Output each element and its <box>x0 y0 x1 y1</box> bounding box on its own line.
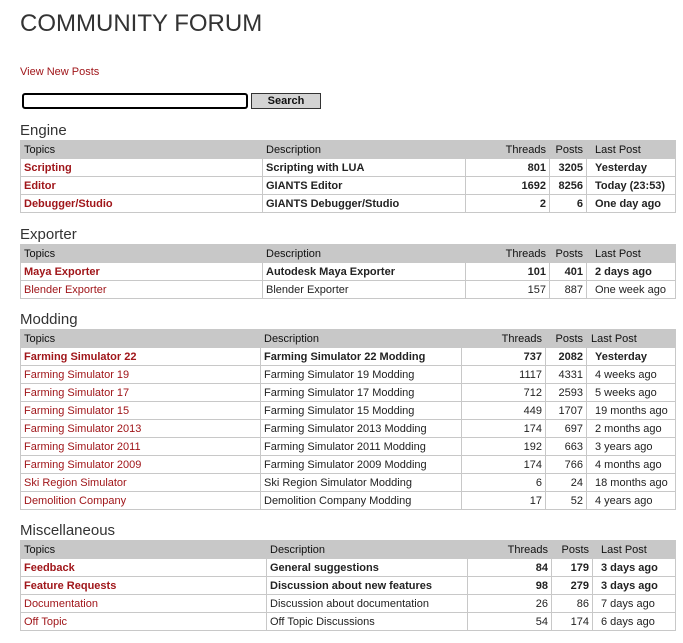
threads-cell: 449 <box>462 402 546 420</box>
topic-link[interactable]: Farming Simulator 15 <box>24 404 130 417</box>
topic-cell <box>21 456 261 474</box>
description-cell: Farming Simulator 22 Modding <box>261 348 462 366</box>
threads-cell: 84 <box>468 559 552 577</box>
topic-cell <box>21 177 263 195</box>
topic-link[interactable]: Blender Exporter <box>24 283 107 296</box>
topic-cell <box>21 366 261 384</box>
posts-cell: 663 <box>546 438 587 456</box>
last-post-cell: 6 days ago <box>593 613 676 631</box>
last-post-cell: Today (23:53) <box>587 177 676 195</box>
topic-link[interactable]: Demolition Company <box>24 494 127 507</box>
table-row <box>21 420 676 438</box>
posts-cell: 1707 <box>546 402 587 420</box>
topic-link[interactable]: Scripting <box>24 161 72 174</box>
section-title: Engine <box>20 122 67 139</box>
topics-table <box>20 140 676 213</box>
posts-cell: 279 <box>552 577 593 595</box>
topic-cell <box>21 474 261 492</box>
description-cell: Farming Simulator 19 Modding <box>261 366 462 384</box>
column-header-description: Description <box>261 330 462 348</box>
posts-cell: 4331 <box>546 366 587 384</box>
last-post-cell: 2 months ago <box>587 420 676 438</box>
topic-link[interactable]: Editor <box>24 179 56 192</box>
posts-cell: 179 <box>552 559 593 577</box>
column-header-last-post: Last Post <box>587 245 676 263</box>
threads-cell: 26 <box>468 595 552 613</box>
section-title: Modding <box>20 311 78 328</box>
topic-link[interactable]: Feedback <box>24 561 75 574</box>
table-row <box>21 159 676 177</box>
topic-cell <box>21 438 261 456</box>
threads-cell: 174 <box>462 420 546 438</box>
threads-cell: 192 <box>462 438 546 456</box>
column-header-posts: Posts <box>546 330 587 348</box>
threads-cell: 101 <box>466 263 550 281</box>
description-cell: Farming Simulator 2011 Modding <box>261 438 462 456</box>
posts-cell: 401 <box>550 263 587 281</box>
posts-cell: 766 <box>546 456 587 474</box>
topic-cell <box>21 613 267 631</box>
column-header-posts: Posts <box>552 541 593 559</box>
last-post-cell: Yesterday <box>587 159 676 177</box>
search-button[interactable]: Search <box>251 93 321 109</box>
topic-cell <box>21 492 261 510</box>
description-cell: Off Topic Discussions <box>267 613 468 631</box>
topic-cell <box>21 384 261 402</box>
table-header-row <box>21 541 676 559</box>
table-row <box>21 366 676 384</box>
table-row <box>21 195 676 213</box>
description-cell: Farming Simulator 15 Modding <box>261 402 462 420</box>
topic-cell <box>21 559 267 577</box>
search-input[interactable] <box>22 93 248 109</box>
topics-table <box>20 329 676 510</box>
posts-cell: 174 <box>552 613 593 631</box>
description-cell: Demolition Company Modding <box>261 492 462 510</box>
threads-cell: 801 <box>466 159 550 177</box>
column-header-last-post: Last Post <box>587 141 676 159</box>
description-cell: Ski Region Simulator Modding <box>261 474 462 492</box>
page-title: COMMUNITY FORUM <box>20 10 263 37</box>
section-title: Exporter <box>20 226 77 243</box>
section-engine <box>20 122 675 213</box>
last-post-cell: 4 months ago <box>587 456 676 474</box>
threads-cell: 737 <box>462 348 546 366</box>
topic-cell <box>21 281 263 299</box>
column-header-topics: Topics <box>21 141 263 159</box>
threads-cell: 174 <box>462 456 546 474</box>
last-post-cell: 4 weeks ago <box>587 366 676 384</box>
column-header-posts: Posts <box>550 141 587 159</box>
posts-cell: 8256 <box>550 177 587 195</box>
column-header-description: Description <box>267 541 468 559</box>
table-row <box>21 402 676 420</box>
threads-cell: 157 <box>466 281 550 299</box>
threads-cell: 98 <box>468 577 552 595</box>
topics-table <box>20 540 676 631</box>
topic-link[interactable]: Debugger/Studio <box>24 197 113 210</box>
posts-cell: 24 <box>546 474 587 492</box>
topic-link[interactable]: Farming Simulator 2009 <box>24 458 142 471</box>
last-post-cell: One day ago <box>587 195 676 213</box>
topic-link[interactable]: Farming Simulator 2011 <box>24 440 141 453</box>
posts-cell: 2082 <box>546 348 587 366</box>
column-header-topics: Topics <box>21 245 263 263</box>
topic-link[interactable]: Farming Simulator 17 <box>24 386 130 399</box>
description-cell: Farming Simulator 17 Modding <box>261 384 462 402</box>
view-new-posts-link[interactable]: View New Posts <box>20 66 100 78</box>
table-header-row <box>21 330 676 348</box>
last-post-cell: Yesterday <box>587 348 676 366</box>
last-post-cell: 3 days ago <box>593 559 676 577</box>
topic-cell <box>21 348 261 366</box>
description-cell: Blender Exporter <box>263 281 466 299</box>
threads-cell: 2 <box>466 195 550 213</box>
column-header-topics: Topics <box>21 330 261 348</box>
table-row <box>21 492 676 510</box>
table-row <box>21 438 676 456</box>
topic-link[interactable]: Off Topic <box>24 615 68 628</box>
table-row <box>21 595 676 613</box>
topic-link[interactable]: Farming Simulator 22 <box>24 350 137 363</box>
description-cell: Scripting with LUA <box>263 159 466 177</box>
topic-cell <box>21 263 263 281</box>
column-header-threads: Threads <box>468 541 552 559</box>
table-row <box>21 577 676 595</box>
table-row <box>21 348 676 366</box>
topic-link[interactable]: Farming Simulator 2013 <box>24 422 142 435</box>
description-cell: GIANTS Debugger/Studio <box>263 195 466 213</box>
column-header-threads: Threads <box>462 330 546 348</box>
posts-cell: 3205 <box>550 159 587 177</box>
topic-link[interactable]: Ski Region Simulator <box>24 476 127 489</box>
section-exporter <box>20 226 675 299</box>
section-miscellaneous <box>20 522 675 631</box>
posts-cell: 6 <box>550 195 587 213</box>
last-post-cell: 19 months ago <box>587 402 676 420</box>
topic-link[interactable]: Documentation <box>24 597 98 610</box>
threads-cell: 1692 <box>466 177 550 195</box>
column-header-description: Description <box>263 245 466 263</box>
threads-cell: 1117 <box>462 366 546 384</box>
table-row <box>21 281 676 299</box>
column-header-topics: Topics <box>21 541 267 559</box>
section-modding <box>20 311 675 510</box>
table-row <box>21 384 676 402</box>
posts-cell: 697 <box>546 420 587 438</box>
posts-cell: 86 <box>552 595 593 613</box>
table-row <box>21 263 676 281</box>
description-cell: Farming Simulator 2009 Modding <box>261 456 462 474</box>
last-post-cell: 3 days ago <box>593 577 676 595</box>
last-post-cell: One week ago <box>587 281 676 299</box>
topic-cell <box>21 402 261 420</box>
topic-cell <box>21 420 261 438</box>
threads-cell: 6 <box>462 474 546 492</box>
column-header-last-post: Last Post <box>593 541 676 559</box>
table-row <box>21 613 676 631</box>
description-cell: Farming Simulator 2013 Modding <box>261 420 462 438</box>
topic-cell <box>21 577 267 595</box>
section-title: Miscellaneous <box>20 522 116 539</box>
topic-link[interactable]: Feature Requests <box>24 579 117 592</box>
column-header-threads: Threads <box>466 245 550 263</box>
threads-cell: 54 <box>468 613 552 631</box>
threads-cell: 17 <box>462 492 546 510</box>
description-cell: Autodesk Maya Exporter <box>263 263 466 281</box>
topic-link[interactable]: Maya Exporter <box>24 265 100 278</box>
table-row <box>21 559 676 577</box>
table-row <box>21 456 676 474</box>
last-post-cell: 3 years ago <box>587 438 676 456</box>
table-row <box>21 474 676 492</box>
last-post-cell: 2 days ago <box>587 263 676 281</box>
description-cell: GIANTS Editor <box>263 177 466 195</box>
column-header-posts: Posts <box>550 245 587 263</box>
column-header-last-post: Last Post <box>587 330 676 348</box>
posts-cell: 52 <box>546 492 587 510</box>
table-header-row <box>21 141 676 159</box>
threads-cell: 712 <box>462 384 546 402</box>
table-row <box>21 177 676 195</box>
description-cell: Discussion about documentation <box>267 595 468 613</box>
last-post-cell: 18 months ago <box>587 474 676 492</box>
last-post-cell: 7 days ago <box>593 595 676 613</box>
last-post-cell: 4 years ago <box>587 492 676 510</box>
last-post-cell: 5 weeks ago <box>587 384 676 402</box>
topics-table <box>20 244 676 299</box>
topic-cell <box>21 159 263 177</box>
topic-cell <box>21 195 263 213</box>
column-header-description: Description <box>263 141 466 159</box>
posts-cell: 887 <box>550 281 587 299</box>
description-cell: General suggestions <box>267 559 468 577</box>
table-header-row <box>21 245 676 263</box>
topic-cell <box>21 595 267 613</box>
description-cell: Discussion about new features <box>267 577 468 595</box>
column-header-threads: Threads <box>466 141 550 159</box>
topic-link[interactable]: Farming Simulator 19 <box>24 368 130 381</box>
posts-cell: 2593 <box>546 384 587 402</box>
